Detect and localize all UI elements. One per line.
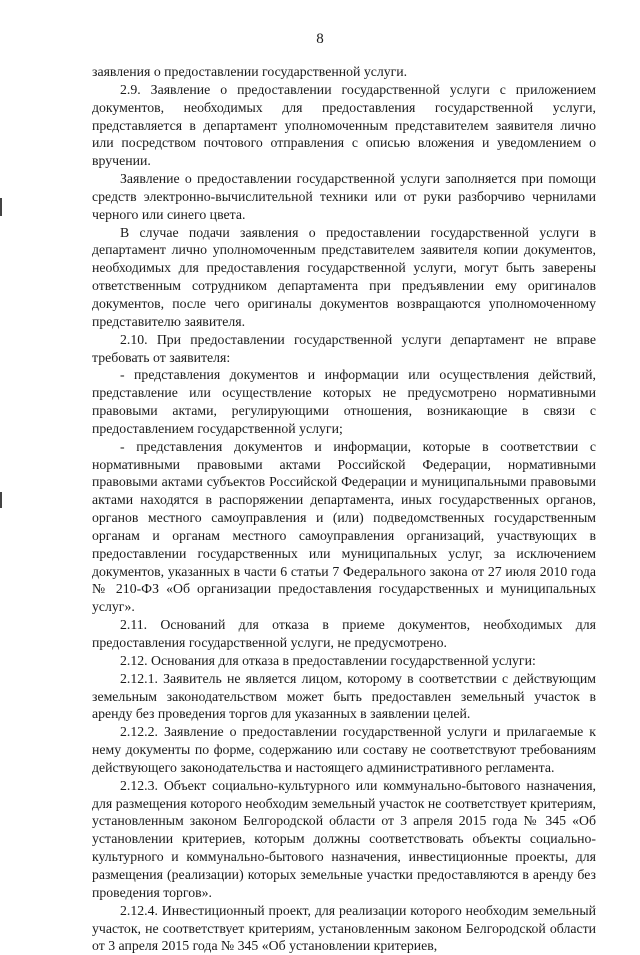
paragraph: Заявление о предоставлении государственной услуги заполняется при помощи средств электронно-вычислительной техники или от руки разборчиво чернилами черного или синего цвета. bbox=[92, 171, 596, 222]
paragraph: 2.9. Заявление о предоставлении государственной услуги с приложением документов, необходимых для предоставления государственной услуги, представляется в департамент уполномоченным представителем заявителя лично или посредством почтового отправления с описью вложения и уведомлением о вручении. bbox=[92, 81, 596, 169]
paragraph: В случае подачи заявления о предоставлении государственной услуги в департамент лично уполномоченным представителем заявителя копии документов, необходимых для предоставления государственной услуги, могут быть заверены ответственным сотрудником департамента при предъявлении ему оригиналов документов, после чего оригиналы документов возвращаются уполномоченному представителю заявителя. bbox=[92, 224, 596, 329]
paragraph: - представления документов и информации, которые в соответствии с нормативными правовыми актами Российской Федерации, нормативными правовыми актами субъектов Российской Федерации и муниципальными правовыми актами находятся в распоряжении департамента, иных государственных органов, органов местного самоуправления и (или) подведомственных государственным органам и органам местного самоуправления организаций, участвующих в предоставлении государственных или муниципальных услуг, за исключением документов, указанных в части 6 статьи 7 Федерального закона от 27 июля 2010 года № 210-ФЗ «Об организации предоставления государственных и муниципальных услуг». bbox=[92, 438, 596, 615]
paragraph: 2.12.2. Заявление о предоставлении государственной услуги и прилагаемые к нему документы по форме, содержанию или составу не соответствуют требованиям действующего законодательства и настоящего административного регламента. bbox=[92, 724, 596, 775]
scan-edge-mark bbox=[0, 198, 2, 216]
paragraph: 2.12.4. Инвестиционный проект, для реализации которого необходим земельный участок, не соответствует критериям, установленным законом Белгородской области от 3 апреля 2015 года № 345 «Об установлении критериев, bbox=[92, 902, 596, 954]
page-number: 8 bbox=[316, 31, 324, 47]
paragraph: заявления о предоставлении государственной услуги. bbox=[92, 64, 408, 79]
paragraph: 2.11. Оснований для отказа в приеме документов, необходимых для предоставления государственной услуги, не предусмотрено. bbox=[92, 617, 596, 650]
paragraph: - представления документов и информации или осуществления действий, представление или осуществление которых не предусмотрено нормативными правовыми актами, регулирующими отношения, возникающие в связи с предоставлением государственной услуги; bbox=[92, 367, 596, 436]
scan-edge-mark bbox=[0, 492, 2, 508]
document-body bbox=[92, 63, 596, 955]
paragraph: 2.12. Основания для отказа в предоставлении государственной услуги: bbox=[120, 652, 536, 668]
paragraph: 2.12.1. Заявитель не является лицом, которому в соответствии с действующим земельным законодательством может быть предоставлен земельный участок в аренду без проведения торгов для указанных в заявлении целей. bbox=[92, 670, 596, 722]
paragraph: 2.12.3. Объект социально-культурного или коммунально-бытового назначения, для размещения которого необходим земельный участок не соответствует критериям, установленным законом Белгородской области от 3 апреля 2015 года № 345 «Об установлении критериев, которым должны соответствовать объекты социально-культурного и коммунально-бытового назначения, инвестиционные проекты, для размещения (реализации) которых земельные участки предоставляются в аренду без проведения торгов». bbox=[92, 777, 596, 900]
paragraph: 2.10. При предоставлении государственной услуги департамент не вправе требовать от заявителя: bbox=[92, 331, 596, 365]
